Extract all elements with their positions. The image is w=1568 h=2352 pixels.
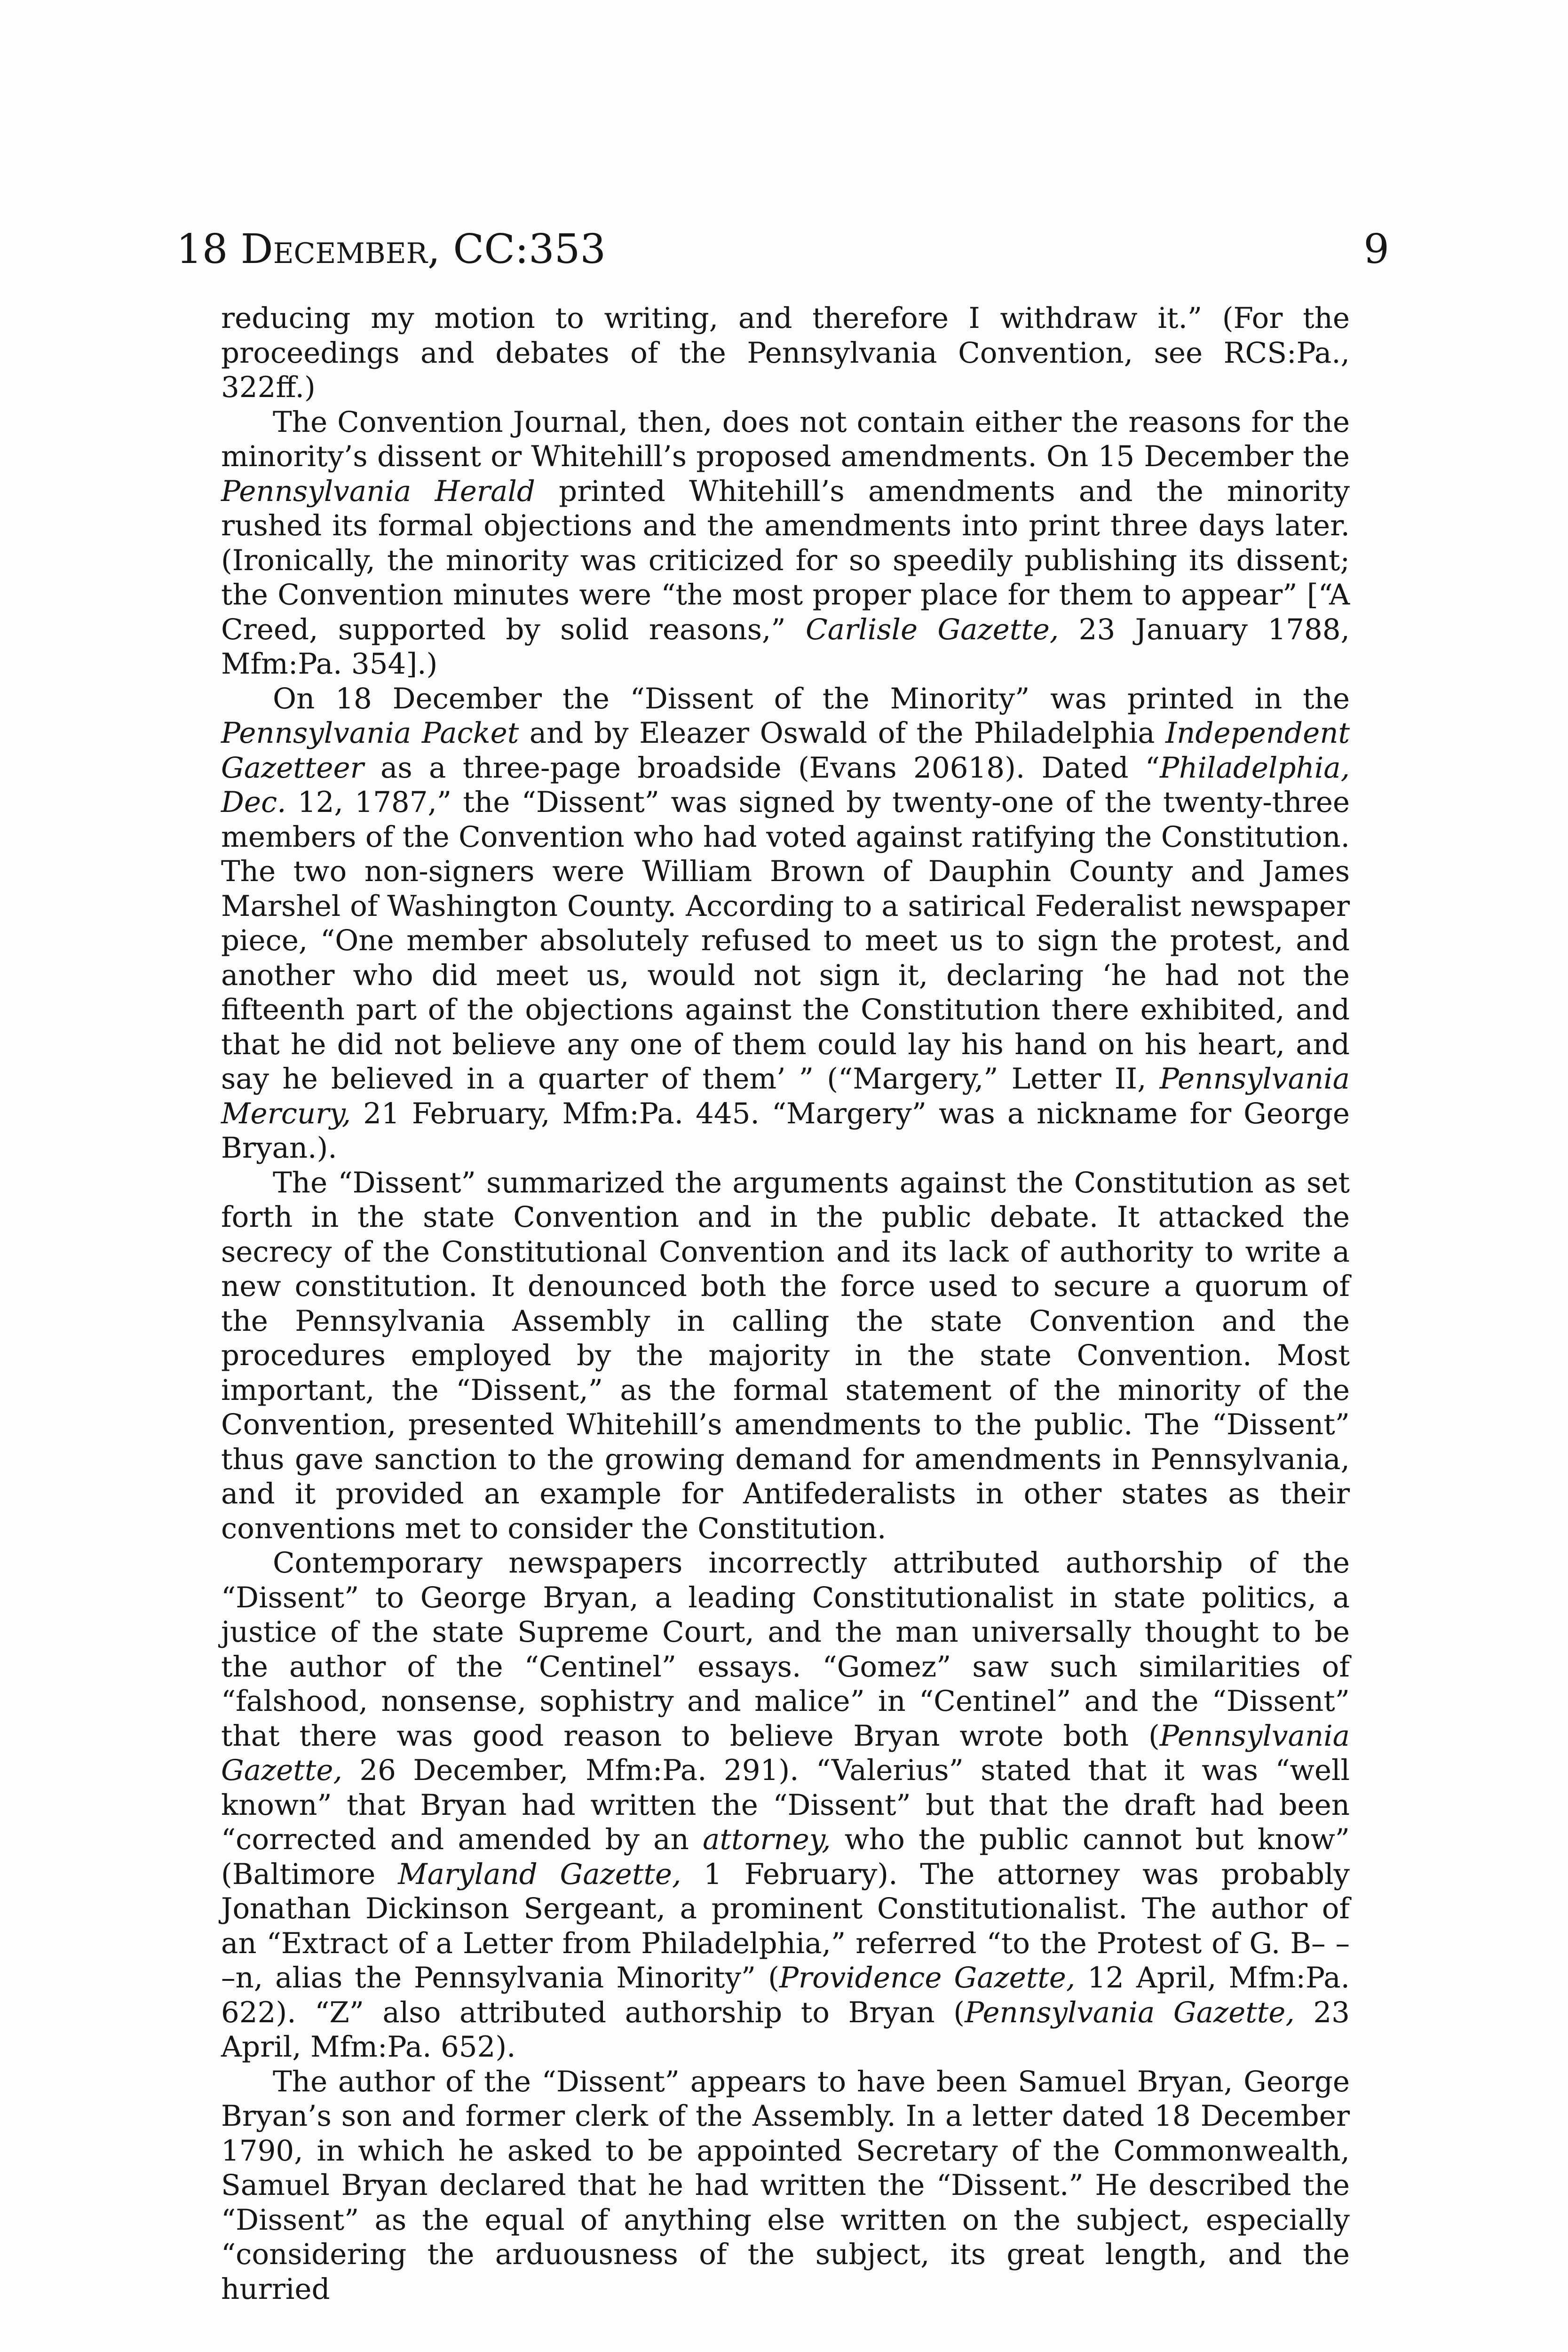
text-run: printed Whitehill’s amendments and the minority rushed its formal objections and the amendments into print three days later. (Ironically, the minority was criticized for so speedily publishing its dissent; the Convention minutes were “the most proper place for them to appear” [“A Creed, supported by solid reasons,” bbox=[221, 474, 1350, 646]
paragraph bbox=[221, 1546, 1350, 2065]
running-head-doc-ref: , CC:353 bbox=[427, 226, 606, 273]
italic-text: Philadelphia, Dec. bbox=[221, 751, 1350, 819]
italic-text: Maryland Gazette, bbox=[398, 1857, 681, 1891]
running-head bbox=[176, 226, 1389, 282]
italic-text: Providence Gazette, bbox=[779, 1961, 1076, 1994]
italic-text: Pennsylvania Gazette, bbox=[221, 1719, 1350, 1787]
text-run: reducing my motion to writing, and therefore I withdraw it.” (For the proceedings and debates of the Pennsylvania Convention, see RCS:Pa., 322ff.) bbox=[221, 302, 1350, 404]
text-run: 12 April, Mfm:Pa. 622). “Z” also attributed authorship to Bryan ( bbox=[221, 1961, 1350, 2029]
text-run: The “Dissent” summarized the arguments against the Constitution as set forth in the state Convention and in the public debate. It attacked the secrecy of the Constitutional Convention and its lack of authority to write a new constitution. It denounced both the force used to secure a quorum of the Pennsylvania Assembly in calling the state Convention and the procedures employed by the majority in the state Convention. Most important, the “Dissent,” as the formal statement of the minority of the Convention, presented Whitehill’s amendments to the public. The “Dissent” thus gave sanction to the growing demand for amendments in Pennsylvania, and it provided an example for Antifederalists in other states as their conventions met to consider the Constitution. bbox=[221, 1166, 1350, 1545]
running-head-month: December bbox=[240, 226, 428, 273]
text-run: and by Eleazer Oswald of the Philadelphia bbox=[519, 716, 1166, 750]
text-run: who the public cannot but know” (Baltimore bbox=[221, 1823, 1350, 1891]
paragraph bbox=[221, 2065, 1350, 2307]
paragraph bbox=[221, 682, 1350, 1166]
italic-text: attorney, bbox=[703, 1823, 831, 1856]
italic-text: Carlisle Gazette, bbox=[805, 612, 1059, 646]
text-run: 21 February, Mfm:Pa. 445. “Margery” was a nickname for George Bryan.). bbox=[221, 1097, 1350, 1165]
text-run: 1 February). The attorney was probably Jonathan Dickinson Sergeant, a prominent Constitutionalist. The author of an “Extract of a Letter from Philadelphia,” referred “to the Protest of G. B– – –n, alias the Pennsylvania Minority” ( bbox=[221, 1857, 1350, 1994]
italic-text: Pennsylvania Herald bbox=[221, 474, 535, 508]
text-run: 26 December, Mfm:Pa. 291). “Valerius” stated that it was “well known” that Bryan had written the “Dissent” but that the draft had been “corrected and amended by an bbox=[221, 1754, 1350, 1856]
paragraph bbox=[221, 405, 1350, 682]
text-run: The Convention Journal, then, does not contain either the reasons for the minority’s dissent or Whitehill’s proposed amendments. On 15 December the bbox=[221, 405, 1350, 473]
page-number: 9 bbox=[1363, 226, 1389, 273]
italic-text: Independent Gazetteer bbox=[221, 716, 1350, 785]
running-head-date: 18 bbox=[176, 226, 228, 273]
text-run: 23 January 1788, Mfm:Pa. 354].) bbox=[221, 612, 1350, 681]
italic-text: Pennsylvania Mercury, bbox=[221, 1062, 1350, 1130]
italic-text: Pennsylvania Gazette, bbox=[965, 1995, 1295, 2029]
running-head-title bbox=[176, 226, 606, 273]
text-run: 23 April, Mfm:Pa. 652). bbox=[221, 1995, 1350, 2064]
text-run: The author of the “Dissent” appears to have been Samuel Bryan, George Bryan’s son and former clerk of the Assembly. In a letter dated 18 December 1790, in which he asked to be appointed Secretary of the Commonwealth, Samuel Bryan declared that he had written the “Dissent.” He described the “Dissent” as the equal of anything else written on the subject, especially “considering the arduousness of the subject, its great length, and the hurried bbox=[221, 2065, 1350, 2306]
italic-text: Pennsylvania Packet bbox=[221, 716, 519, 750]
text-run: On 18 December the “Dissent of the Minority” was printed in the bbox=[273, 682, 1350, 715]
paragraph bbox=[221, 301, 1350, 405]
paragraph bbox=[221, 1166, 1350, 1546]
text-run: Contemporary newspapers incorrectly attributed authorship of the “Dissent” to George Bryan, a leading Constitutionalist in state politics, a justice of the state Supreme Court, and the man universally thought to be the author of the “Centinel” essays. “Gomez” saw such similarities of “falshood, nonsense, sophistry and malice” in “Centinel” and the “Dissent” that there was good reason to believe Bryan wrote both ( bbox=[221, 1546, 1350, 1753]
text-run: as a three-page broadside (Evans 20618). Dated “ bbox=[364, 751, 1160, 785]
body-text bbox=[221, 301, 1350, 2306]
text-run: 12, 1787,” the “Dissent” was signed by twenty-one of the twenty-three members of the Convention who had voted against ratifying the Constitution. The two non-signers were William Brown of Dauphin County and James Marshel of Washington County. According to a satirical Federalist newspaper piece, “One member absolutely refused to meet us to sign the protest, and another who did meet us, would not sign it, declaring ‘he had not the fifteenth part of the objections against the Constitution there exhibited, and that he did not believe any one of them could lay his hand on his heart, and say he believed in a quarter of them’ ” (“Margery,” Letter II, bbox=[221, 786, 1350, 1096]
